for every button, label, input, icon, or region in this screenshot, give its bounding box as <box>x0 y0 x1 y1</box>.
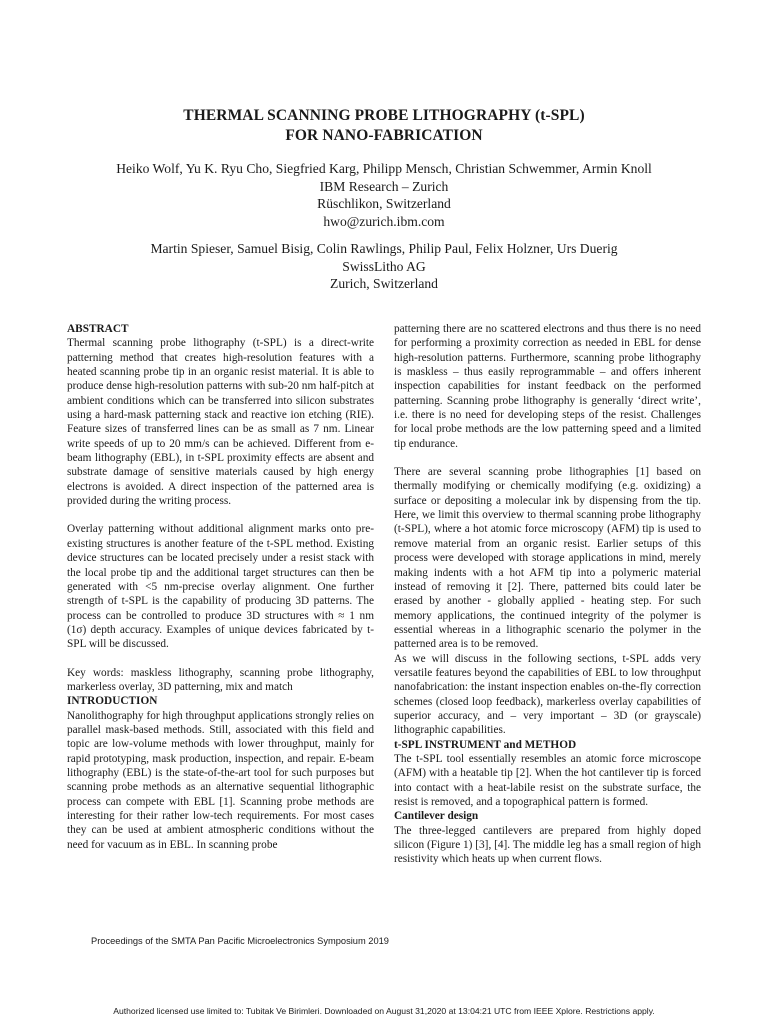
paper-title <box>0 106 768 146</box>
author-names: Heiko Wolf, Yu K. Ryu Cho, Siegfried Karg, Philipp Mensch, Christian Schwemmer, Armin Knoll <box>116 161 652 176</box>
author-names: Martin Spieser, Samuel Bisig, Colin Rawlings, Philip Paul, Felix Holzner, Urs Duerig <box>150 241 618 256</box>
author-email: hwo@zurich.ibm.com <box>323 213 445 229</box>
abstract-paragraph-1: Thermal scanning probe lithography (t-SPL) is a direct-write patterning method that creates high-resolution features with a heated scanning probe tip in an organic resist material. It is able to produce dense high-resolution patterns with sub-20 nm half-pitch at ambient conditions which can be transferred into silicon substrates using a hard-mask patterning stack and reactive ion etching (RIE). Feature sizes of transferred lines can be as small as 7 nm. Linear write speeds of up to 20 mm/s can be achieved. Different from e-beam lithography (EBL), in t-SPL proximity effects are absent and substrate damage of sensitive materials caused by high energy electrons is avoided. A direct inspection of the patterned area is provided during the writing process. <box>67 337 374 508</box>
author-location: Zurich, Switzerland <box>330 276 438 292</box>
author-block-ibm <box>0 160 768 230</box>
body-paragraph-1: patterning there are no scattered electrons and thus there is no need for performing a proximity correction as needed in EBL for dense high-resolution patterns. Furthermore, scanning probe lithography is maskless – thus easily reprogrammable – and offers inherent inspection capabilities for instant feedback on the performed patterning. Scanning probe lithography is generally ‘direct write’, i.e. there is no need for developing steps of the resist. Challenges for local probe methods are the low patterning speed and a limited tip endurance. <box>394 323 701 450</box>
license-footer: Authorized licensed use limited to: Tubitak Ve Birimleri. Downloaded on August 31,2020 at 13:04:21 UTC from IEEE Xplore. Restrictions apply. <box>113 1006 655 1016</box>
cantilever-heading: Cantilever design <box>394 810 479 823</box>
author-location: Rüschlikon, Switzerland <box>317 196 451 212</box>
author-affiliation: SwissLitho AG <box>342 258 426 274</box>
cantilever-paragraph: The three-legged cantilevers are prepared from highly doped silicon (Figure 1) [3], [4]. The middle leg has a small region of high resistivity which heats up when current flows. <box>394 824 701 866</box>
proceedings-footer: Proceedings of the SMTA Pan Pacific Microelectronics Symposium 2019 <box>91 936 389 946</box>
abstract-paragraph-2: Overlay patterning without additional alignment marks onto pre-existing structures is another feature of the t-SPL method. Existing device structures can be located precisely under a resist stack with the local probe tip and the additional target structures can then be generated with <5 nm-precise overlay alignment. One further strength of t-SPL is the capability of producing 3D patterns. The process can be controlled to produce 3D structures with ≈ 1 nm (1σ) depth accuracy. Examples of unique devices fabricated by t-SPL will be discussed. <box>67 523 374 651</box>
author-block-swisslitho <box>0 240 768 293</box>
left-column <box>67 322 374 852</box>
author-affiliation: IBM Research – Zurich <box>319 178 449 194</box>
body-paragraph-3: As we will discuss in the following sections, t-SPL adds very versatile features beyond the capabilities of EBL to low throughput nanofabrication: the instant inspection enables on-the-fly correction schemes (closed loop feedback), markerless overlay capabilities of superior accuracy, and – very important – 3D (or grayscale) lithographic capabilities. <box>394 652 701 737</box>
right-column <box>394 322 701 867</box>
introduction-paragraph-1: Nanolithography for high throughput applications strongly relies on parallel mask-based methods. Still, associated with this field and topic are low-volume methods with lower throughput, mainly for rapid prototyping, mask production, inspection, and repair. E-beam lithography (EBL) is the state-of-the-art tool for such purposes but scanning probe methods as an alternative sequential lithographic process can compete with EBL [1]. Scanning probe methods are interesting for their rather low-tech requirements. For most cases they can be used at ambient atmospheric conditions without the need for vacuum as in EBL. In scanning probe <box>67 709 374 851</box>
title-line-2: FOR NANO-FABRICATION <box>285 127 483 144</box>
keywords-paragraph: Key words: maskless lithography, scanning probe lithography, markerless overlay, 3D patterning, mix and match <box>67 666 374 693</box>
instrument-paragraph: The t-SPL tool essentially resembles an atomic force microscope (AFM) with a heatable tip [2]. When the hot cantilever tip is forced into contact with a heat-labile resist on the substrate surface, the resist is removed, and a topographical pattern is formed. <box>394 752 701 808</box>
abstract-heading: ABSTRACT <box>67 323 129 335</box>
instrument-heading: t-SPL INSTRUMENT and METHOD <box>394 738 577 751</box>
body-paragraph-2: There are several scanning probe lithographies [1] based on thermally modifying or chemically modifying (e.g. oxidizing) a surface or depositing a molecular ink by dispensing from the tip. Here, we limit this overview to thermal scanning probe lithography (t-SPL), where a hot atomic force microscopy (AFM) tip is used to remove material from an organic resist. Earlier setups of this process were developed with storage applications in mind, merely making indents with a hot AFM tip into a polymeric material instead of removing it [2]. There, patterned bits could later be erased by another - globally applied - heating step. For such memory applications, the continued integrity of the polymer is essential whereas in a lithographic scenario the polymer in the patterned area is to be removed. <box>394 466 701 651</box>
title-line-1: THERMAL SCANNING PROBE LITHOGRAPHY (t-SPL) <box>183 107 585 124</box>
introduction-heading: INTRODUCTION <box>67 695 158 708</box>
